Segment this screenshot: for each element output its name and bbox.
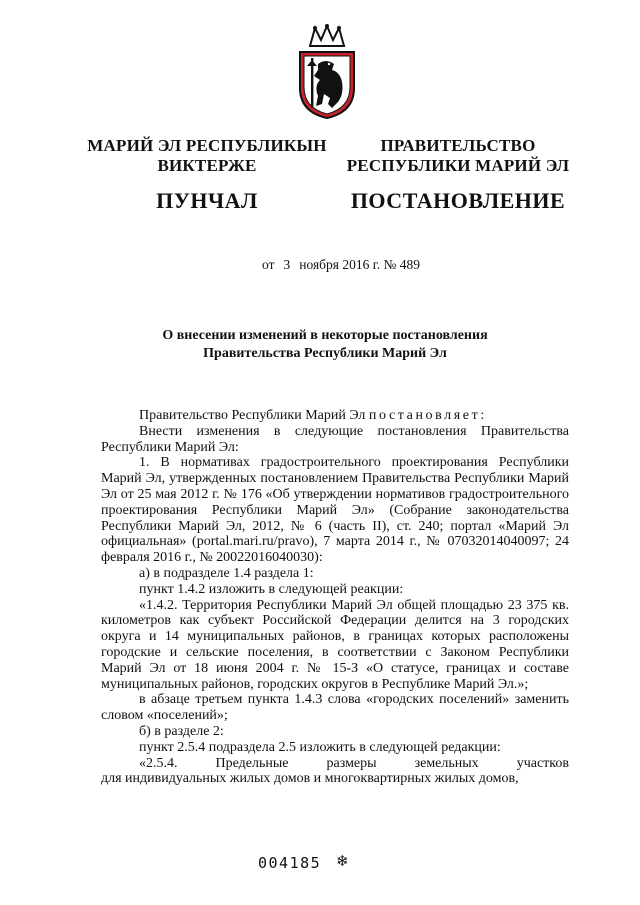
date-month-year: ноября 2016 г. № [299,257,397,272]
date-prefix: от [262,257,275,272]
document-body [101,408,569,787]
body-paragraph: 1. В нормативах градостроительного проектирования Республики Марий Эл, утвержденных постановлением Правительства Республики Марий Эл от 25 мая 2012 г. № 176 «Об утверждении нормативов градостроительного проектирования Республики Марий Эл» (Собрание законодательства Республики Марий Эл, 2012, № 6 (часть II), ст. 240; портал «Марий Эл официальная» (portal.mari.ru/pravo), 7 марта 2014 г., № 07032014040097; 24 февраля 2016 г., № 20022016040030): [101,455,569,566]
document-title [100,327,550,363]
intro-spaced-verb: постановляет: [368,408,487,423]
body-intro-paragraph [101,408,569,424]
header-right-line1: ПРАВИТЕЛЬСТВО [380,136,536,155]
header-right-doc-type: ПОСТАНОВЛЕНИЕ [350,188,566,213]
coat-of-arms-emblem [296,24,358,120]
body-paragraph: пункт 1.4.2 изложить в следующей реакции: [139,581,404,597]
body-paragraph: в абзаце третьем пункта 1.4.3 слова «городских поселений» заменить словом «поселений»; [101,692,569,724]
body-paragraph: а) в подразделе 1.4 раздела 1: [139,565,314,581]
body-paragraph: б) в разделе 2: [139,723,224,739]
body-paragraph-continuation: для индивидуальных жилых домов и многоквартирных жилых домов, [101,771,519,787]
body-paragraph: пункт 2.5.4 подраздела 2.5 изложить в следующей редакции: [139,739,501,755]
date-day: 3 [283,257,291,272]
body-paragraph: «2.5.4. Предельные размеры земельных участков [139,755,569,771]
intro-text: Правительство Республики Марий Эл [139,408,366,423]
document-number: 489 [399,257,421,272]
snowflake-mark-icon: ❄ [336,854,349,870]
body-paragraph: Внести изменения в следующие постановления Правительства Республики Марий Эл: [101,423,569,455]
coat-of-arms-icon [296,24,358,120]
body-paragraph: «1.4.2. Территория Республики Марий Эл общей площадью 23 375 кв. километров как субъект Российской Федерации делится на 3 городских округа и 14 муниципальных районов, в границах которых расположены городские и сельские поселения, в соответствии с Законом Республики Марий Эл от 18 июня 2004 г. № 15-З «О статусе, границах и составе муниципальных районов, городских округов в Республике Марий Эл.»; [101,597,569,692]
document-date-line [262,257,420,273]
serial-number: 004185 [258,854,322,872]
header-right-block [336,136,580,214]
header-left-doc-type: ПУНЧАЛ [156,188,258,213]
header-left-line1: МАРИЙ ЭЛ РЕСПУБЛИКЫН [87,136,327,155]
title-line-1: О внесении изменений в некоторые постановления [162,328,488,343]
header-left-block [76,136,338,214]
header-right-line2: РЕСПУБЛИКИ МАРИЙ ЭЛ [346,156,570,175]
title-line-2: Правительства Республики Марий Эл [203,346,447,361]
header-left-line2: ВИКТЕРЖЕ [157,156,257,175]
